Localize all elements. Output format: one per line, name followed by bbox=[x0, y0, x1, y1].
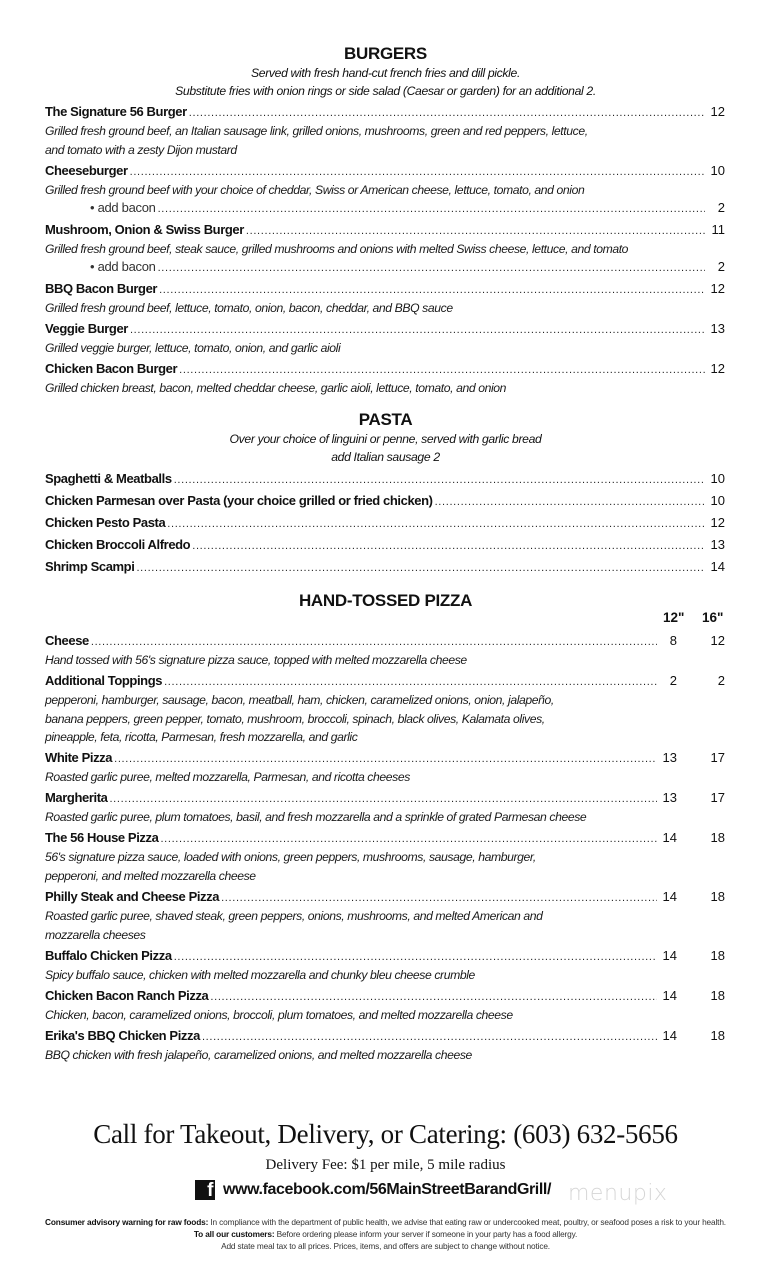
item-price-12: 14 bbox=[662, 889, 677, 904]
item-description-line: Grilled fresh ground beef, an Italian sausage link, grilled onions, mushrooms, green and red peppers, lettuce, bbox=[45, 124, 588, 138]
size-header-12-inch: 12" bbox=[663, 610, 685, 625]
consumer-advisory bbox=[0, 1217, 771, 1227]
item-description: Roasted garlic puree, melted mozzarella, Parmesan, and ricotta cheeses bbox=[45, 770, 410, 784]
leader-dots bbox=[435, 496, 705, 508]
item-description: Grilled fresh ground beef, steak sauce, grilled mushrooms and onions with melted Swiss cheese, lettuce, and tomato bbox=[45, 242, 629, 256]
leader-dots bbox=[158, 203, 705, 215]
facebook-link[interactable] bbox=[195, 1180, 551, 1200]
leader-dots bbox=[158, 262, 705, 274]
item-price: 10 bbox=[710, 163, 725, 178]
menu-item-cheese-pizza bbox=[45, 633, 677, 651]
item-description-line: banana peppers, green pepper, tomato, mushroom, broccoli, spinach, black olives, Kalamata olives, bbox=[45, 711, 545, 726]
menupix-watermark: menupix bbox=[568, 1181, 668, 1206]
item-name: Spaghetti & Meatballs bbox=[45, 471, 172, 486]
menu-item-mushroom-onion-swiss-burger bbox=[45, 222, 725, 240]
menu-item-chicken-pesto-pasta bbox=[45, 515, 725, 533]
leader-dots bbox=[174, 951, 657, 963]
leader-dots bbox=[246, 225, 705, 237]
menu-item-bbq-bacon-burger bbox=[45, 281, 725, 299]
addon-add-bacon bbox=[45, 259, 725, 277]
leader-dots bbox=[179, 364, 705, 376]
menu-item-spaghetti-meatballs bbox=[45, 471, 725, 489]
item-price-12: 14 bbox=[662, 988, 677, 1003]
customers-label: To all our customers: bbox=[193, 1229, 275, 1239]
item-price-16: 2 bbox=[717, 673, 725, 688]
item-description: Grilled veggie burger, lettuce, tomato, onion, and garlic aioli bbox=[45, 341, 341, 355]
item-description-line: Roasted garlic puree, shaved steak, green peppers, onions, mushrooms, and melted American and bbox=[45, 909, 543, 923]
item-price-12: 2 bbox=[669, 673, 677, 688]
burgers-subtitle-2: Substitute fries with onion rings or side salad (Caesar or garden) for an additional 2. bbox=[175, 84, 596, 98]
item-description bbox=[45, 122, 645, 159]
leader-dots bbox=[159, 284, 705, 296]
item-description-line: pineapple, feta, ricotta, Parmesan, fresh mozzarella, and garlic bbox=[45, 730, 358, 744]
addon-add-bacon bbox=[45, 200, 725, 218]
burgers-subtitle-1: Served with fresh hand-cut french fries and dill pickle. bbox=[251, 66, 520, 80]
pasta-subtitle-2: add Italian sausage 2 bbox=[331, 450, 440, 464]
addon-label: • add bacon bbox=[90, 200, 156, 215]
leader-dots bbox=[91, 636, 657, 648]
item-description bbox=[45, 848, 645, 885]
item-price: 10 bbox=[710, 471, 725, 486]
leader-dots bbox=[114, 753, 657, 765]
customer-allergy-notice bbox=[0, 1229, 771, 1239]
item-description: Grilled fresh ground beef with your choice of cheddar, Swiss or American cheese, lettuce, tomato, and onion bbox=[45, 183, 585, 197]
item-description: BBQ chicken with fresh jalapeño, caramelized onions, and melted mozzarella cheese bbox=[45, 1048, 472, 1062]
item-name: Chicken Bacon Ranch Pizza bbox=[45, 988, 209, 1003]
item-name: Chicken Pesto Pasta bbox=[45, 515, 166, 530]
leader-dots bbox=[174, 474, 705, 486]
item-name: Margherita bbox=[45, 790, 108, 805]
item-description-line: mozzarella cheeses bbox=[45, 927, 146, 942]
item-price: 13 bbox=[710, 321, 725, 336]
item-price-16: 18 bbox=[710, 889, 725, 904]
item-description: Grilled fresh ground beef, lettuce, tomato, onion, bacon, cheddar, and BBQ sauce bbox=[45, 301, 453, 315]
menu-item-chicken-parmesan-pasta bbox=[45, 493, 725, 511]
item-price: 12 bbox=[710, 281, 725, 296]
item-price: 11 bbox=[711, 222, 725, 237]
leader-dots bbox=[130, 166, 705, 178]
delivery-fee-text: Delivery Fee: $1 per mile, 5 mile radius bbox=[265, 1157, 506, 1173]
burgers-title: BURGERS bbox=[344, 44, 427, 63]
facebook-url[interactable]: www.facebook.com/56MainStreetBarandGrill/ bbox=[223, 1181, 551, 1198]
menu-item-shrimp-scampi bbox=[45, 559, 725, 577]
leader-dots bbox=[189, 107, 705, 119]
item-price-16: 18 bbox=[710, 948, 725, 963]
item-price-16: 17 bbox=[710, 750, 725, 765]
addon-price: 2 bbox=[717, 259, 725, 274]
item-description-line: and tomato with a zesty Dijon mustard bbox=[45, 142, 237, 157]
leader-dots bbox=[130, 324, 705, 336]
item-description: Hand tossed with 56's signature pizza sauce, topped with melted mozzarella cheese bbox=[45, 653, 467, 667]
facebook-icon: f bbox=[195, 1180, 215, 1200]
item-name: White Pizza bbox=[45, 750, 113, 765]
item-price-16: 18 bbox=[710, 1028, 725, 1043]
menu-item-white-pizza bbox=[45, 750, 677, 768]
leader-dots bbox=[202, 1031, 657, 1043]
addon-label: • add bacon bbox=[90, 259, 156, 274]
item-name: Cheese bbox=[45, 633, 89, 648]
leader-dots bbox=[109, 793, 657, 805]
size-header-16-inch: 16" bbox=[702, 610, 724, 625]
customers-text: Before ordering please inform your server if someone in your party has a food allergy. bbox=[274, 1229, 578, 1239]
item-name: Chicken Parmesan over Pasta (your choice grilled or fried chicken) bbox=[45, 493, 433, 508]
item-price-12: 13 bbox=[662, 750, 677, 765]
menu-item-signature-56-burger bbox=[45, 104, 725, 122]
item-price-12: 8 bbox=[669, 633, 677, 648]
item-description-line: pepperoni, hamburger, sausage, bacon, meatball, ham, chicken, caramelized onions, onion, jalapeño, bbox=[45, 693, 554, 707]
item-name: Mushroom, Onion & Swiss Burger bbox=[45, 222, 244, 237]
menu-item-additional-toppings bbox=[45, 673, 677, 691]
menu-item-cheeseburger bbox=[45, 163, 725, 181]
menu-item-chicken-bacon-ranch-pizza bbox=[45, 988, 677, 1006]
tax-notice: Add state meal tax to all prices. Prices, items, and offers are subject to change without notice. bbox=[221, 1241, 550, 1251]
menu-item-philly-steak-cheese-pizza bbox=[45, 889, 677, 907]
item-name: Buffalo Chicken Pizza bbox=[45, 948, 172, 963]
item-name: Erika's BBQ Chicken Pizza bbox=[45, 1028, 200, 1043]
advisory-label: Consumer advisory warning for raw foods: bbox=[45, 1217, 209, 1227]
leader-dots bbox=[221, 892, 657, 904]
item-price: 12 bbox=[710, 515, 725, 530]
menu-item-erikas-bbq-chicken-pizza bbox=[45, 1028, 677, 1046]
item-name: The Signature 56 Burger bbox=[45, 104, 187, 119]
item-name: Veggie Burger bbox=[45, 321, 128, 336]
menu-item-56-house-pizza bbox=[45, 830, 677, 848]
leader-dots bbox=[136, 562, 705, 574]
item-description bbox=[45, 691, 645, 747]
item-name: Chicken Broccoli Alfredo bbox=[45, 537, 191, 552]
item-description: Grilled chicken breast, bacon, melted cheddar cheese, garlic aioli, lettuce, tomato, and onion bbox=[45, 381, 507, 395]
leader-dots bbox=[160, 833, 657, 845]
item-price: 12 bbox=[710, 104, 725, 119]
menu-item-buffalo-chicken-pizza bbox=[45, 948, 677, 966]
item-price: 14 bbox=[710, 559, 725, 574]
item-description bbox=[45, 907, 645, 944]
item-price-16: 17 bbox=[710, 790, 725, 805]
advisory-text: In compliance with the department of public health, we advise that eating raw or undercooked meat, poultry, or seafood poses a risk to your health. bbox=[208, 1217, 726, 1227]
item-name: BBQ Bacon Burger bbox=[45, 281, 158, 296]
pasta-subtitle-1: Over your choice of linguini or penne, served with garlic bread bbox=[229, 432, 542, 446]
item-name: Shrimp Scampi bbox=[45, 559, 135, 574]
item-name: Chicken Bacon Burger bbox=[45, 361, 178, 376]
item-description-line: pepperoni, and melted mozzarella cheese bbox=[45, 868, 256, 883]
menu-item-chicken-broccoli-alfredo bbox=[45, 537, 725, 555]
item-name: Cheeseburger bbox=[45, 163, 128, 178]
leader-dots bbox=[210, 991, 657, 1003]
item-price-12: 14 bbox=[662, 1028, 677, 1043]
item-description-line: 56's signature pizza sauce, loaded with onions, green peppers, mushrooms, sausage, hamburger, bbox=[45, 850, 536, 864]
item-description: Chicken, bacon, caramelized onions, broccoli, plum tomatoes, and melted mozzarella cheese bbox=[45, 1008, 513, 1022]
menu-item-margherita bbox=[45, 790, 677, 808]
item-price-16: 18 bbox=[710, 830, 725, 845]
addon-price: 2 bbox=[717, 200, 725, 215]
item-price-12: 14 bbox=[662, 948, 677, 963]
leader-dots bbox=[164, 676, 657, 688]
item-price: 13 bbox=[710, 537, 725, 552]
item-name: Philly Steak and Cheese Pizza bbox=[45, 889, 220, 904]
item-price-16: 18 bbox=[710, 988, 725, 1003]
item-name: The 56 House Pizza bbox=[45, 830, 159, 845]
item-name: Additional Toppings bbox=[45, 673, 163, 688]
leader-dots bbox=[192, 540, 705, 552]
item-price-12: 14 bbox=[662, 830, 677, 845]
item-price-16: 12 bbox=[710, 633, 725, 648]
call-for-takeout-heading: Call for Takeout, Delivery, or Catering: (603) 632-5656 bbox=[93, 1119, 678, 1149]
item-price: 12 bbox=[710, 361, 725, 376]
item-description: Roasted garlic puree, plum tomatoes, basil, and fresh mozzarella and a sprinkle of grated Parmesan cheese bbox=[45, 810, 587, 824]
pizza-title: HAND-TOSSED PIZZA bbox=[298, 591, 473, 610]
pasta-title: PASTA bbox=[358, 410, 413, 429]
item-price-12: 13 bbox=[662, 790, 677, 805]
menu-item-chicken-bacon-burger bbox=[45, 361, 725, 379]
item-price: 10 bbox=[710, 493, 725, 508]
leader-dots bbox=[167, 518, 705, 530]
item-description: Spicy buffalo sauce, chicken with melted mozzarella and chunky bleu cheese crumble bbox=[45, 968, 475, 982]
menu-item-veggie-burger bbox=[45, 321, 725, 339]
